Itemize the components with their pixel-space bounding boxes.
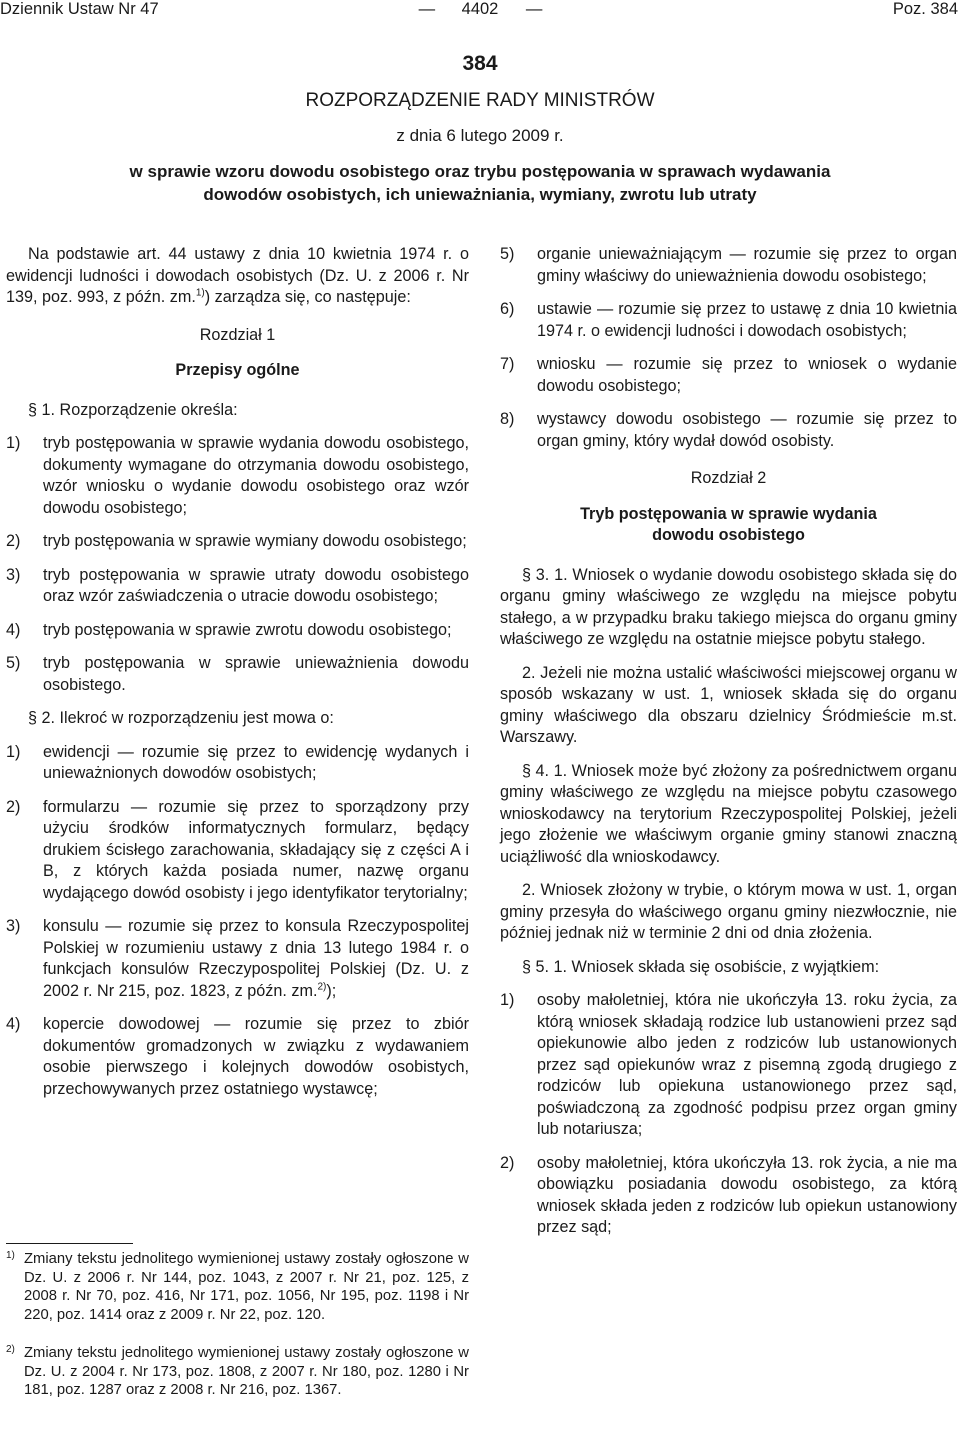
- section-1-lead: § 1. Rozporządzenie określa:: [28, 400, 238, 419]
- chapter-2-label: Rozdział 2: [690, 469, 767, 487]
- footnote-ref-2[interactable]: 2): [317, 981, 327, 993]
- act-subject-line-1: w sprawie wzoru dowodu osobistego oraz trybu postępowania w sprawach wydawania: [129, 162, 831, 181]
- page-number-line: [0, 0, 960, 19]
- position-number: Poz. 384: [892, 0, 958, 18]
- s1-item: 1) tryb postępowania w sprawie wydania dowodu osobistego, dokumenty wymagane do otrzymania dowodu osobistego, wzór wniosku o wydanie dowodu osobistego oraz wzór dowodu osobistego;: [6, 434, 469, 517]
- s1-item: 2) tryb postępowania w sprawie wymiany dowodu osobistego;: [6, 532, 467, 550]
- s2-item: 3) konsulu — rozumie się przez to konsula Rzeczypospolitej Polskiej w rozumieniu ustawy z dnia 13 lutego 1984 r. o funkcjach konsulów Rzeczypospolitej Polskiej (Dz. U. z 2002 r. Nr 215, poz. 1823, z późn. zm.$^{2)}$);: [6, 917, 469, 1000]
- footnote-2: [6, 1344, 469, 1400]
- s2-item: 1) ewidencji — rozumie się przez to ewidencję wydanych i unieważnionych dowodów osobistych;: [6, 742, 469, 782]
- s1-item: 5) tryb postępowania w sprawie unieważnienia dowodu osobistego.: [6, 654, 469, 694]
- footnote-ref-1[interactable]: 1): [195, 287, 205, 299]
- footnote-1: [6, 1250, 469, 1324]
- s1-item: 4) tryb postępowania w sprawie zwrotu dowodu osobistego;: [6, 620, 452, 639]
- footnote-1-text: Zmiany tekstu jednolitego wymienionej ustawy zostały ogłoszone w Dz. U. z 2006 r. Nr 144, poz. 1043, z 2007 r. Nr 21, poz. 125, z 2008 r. Nr 70, poz. 416, Nr 171, poz. 1056, Nr 195, poz. 1198 i Nr 220, poz. 1414 oraz z 2009 r. Nr 22, poz. 120.: [24, 1251, 469, 1323]
- footnote-divider: [6, 1243, 133, 1244]
- s5-item: 1) osoby małoletniej, która nie ukończyła 13. roku życia, za którą wniosek składają rodzice lub ustanowieni przez sąd opiekunowie albo jeden z rodziców lub ustanowionych przez sąd opiekunów wraz z pisemną zgodą drugiego z rodziców lub opiekuna ustanowionego przez sąd, poświadczoną za zgodność podpisu przez organ gminy lub notariusza;: [500, 991, 957, 1138]
- chapter-1-label: Rozdział 1: [199, 325, 276, 344]
- page-header: [0, 0, 960, 22]
- s2-item: 5) organie unieważniającym — rozumie się przez to organ gminy właściwy do unieważnienia dowodu osobistego;: [500, 245, 957, 285]
- right-column: [500, 244, 957, 1251]
- s2-item: 2) formularzu — rozumie się przez to sporządzony przy użyciu środków informatycznych formularz, będący drukiem ścisłego zarachowania, składający się z części A i B, z których każda posiada numer, nazwę organu wydającego dowód osobisty i jego identyfikator terytorialny;: [6, 797, 469, 902]
- chapter-2-title: Tryb postępowania w sprawie wydania dowodu osobistego: [580, 504, 877, 544]
- page-number: 4402: [461, 0, 499, 18]
- section-3-par-1: § 3. 1. Wniosek o wydanie dowodu osobistego składa się do organu gminy właściwego ze względu na miejsce pobytu stałego, a w przypadku braku takiego miejsca do organu gminy właściwego ze względu na ostatnie miejsce pobytu stałego.: [500, 565, 957, 648]
- act-subject-line-2: dowodów osobistych, ich unieważniania, wymiany, zwrotu lub utraty: [203, 185, 757, 204]
- s1-item: 3) tryb postępowania w sprawie utraty dowodu osobistego oraz wzór zaświadczenia o utracie dowodu osobistego;: [6, 565, 469, 605]
- section-2-lead: § 2. Ilekroć w rozporządzeniu jest mowa o:: [28, 709, 334, 727]
- s2-item: 7) wniosku — rozumie się przez to wniosek o wydanie dowodu osobistego;: [500, 355, 957, 395]
- s2-item: 8) wystawcy dowodu osobistego — rozumie się przez to organ gminy, który wydał dowód osobisty.: [500, 410, 957, 450]
- dash-right: —: [525, 0, 542, 18]
- chapter-1-title: Przepisy ogólne: [175, 361, 300, 379]
- act-name: ROZPORZĄDZENIE RADY MINISTRÓW: [305, 90, 655, 111]
- s2-item: 6) ustawie — rozumie się przez to ustawę z dnia 10 kwietnia 1974 r. o ewidencji ludności i dowodach osobistych;: [500, 300, 957, 340]
- dash-left: —: [418, 0, 435, 18]
- section-3-par-2: 2. Jeżeli nie można ustalić właściwości miejscowej organu w sposób wskazany w ust. 1, wniosek składa się do organu gminy właściwego dla obszaru dzielnicy Śródmieście m.st. Warszawy.: [500, 663, 957, 746]
- footnote-2-text: Zmiany tekstu jednolitego wymienionej ustawy zostały ogłoszone w Dz. U. z 2004 r. Nr 173, poz. 1808, z 2007 r. Nr 180, poz. 1280 i Nr 181, poz. 1287 oraz z 2008 r. Nr 216, poz. 1367.: [24, 1345, 469, 1398]
- section-5-lead: § 5. 1. Wniosek składa się osobiście, z wyjątkiem:: [522, 957, 880, 976]
- left-column: [6, 244, 469, 1112]
- journal-name: Dziennik Ustaw Nr 47: [0, 0, 159, 18]
- act-date: z dnia 6 lutego 2009 r.: [396, 126, 564, 145]
- section-4-par-2: 2. Wniosek złożony w trybie, o którym mowa w ust. 1, organ gminy przesyła do właściwego organu gminy niezwłocznie, nie później jednak niż w terminie 2 dni od dnia złożenia.: [500, 881, 957, 942]
- act-number: 384: [462, 52, 498, 75]
- preamble: Na podstawie art. 44 ustawy z dnia 10 kwietnia 1974 r. o ewidencji ludności i dowodach osobistych (Dz. U. z 2006 r. Nr 139, poz. 993, z późn. zm.$^{1)}$) zarządza się, co następuje:: [6, 245, 469, 306]
- s5-item: 2) osoby małoletniej, która ukończyła 13. rok życia, a nie ma obowiązku posiadania dowodu osobistego, za którą wniosek składa jeden z rodziców lub opiekun ustanowiony przez sąd;: [500, 1153, 957, 1236]
- section-4-par-1: § 4. 1. Wniosek może być złożony za pośrednictwem organu gminy właściwego ze względu na miejsce pobytu czasowego wnioskodawcy na terytorium Rzeczypospolitej Polskiej, jeżeli jego złożenie we właściwym organie gminy stanowi znaczną uciążliwość dla wnioskodawcy.: [500, 761, 957, 866]
- act-subject: [0, 160, 960, 206]
- footnote-2-mark: 2): [6, 1344, 15, 1355]
- footnote-1-mark: 1): [6, 1250, 15, 1261]
- title-block: [0, 52, 960, 206]
- s2-item: 4) kopercie dowodowej — rozumie się przez to zbiór dokumentów gromadzonych w związku z wydawaniem osobie pierwszego i kolejnych dowodów osobistych, przechowywanych przez ostatniego wystawcę;: [6, 1015, 469, 1098]
